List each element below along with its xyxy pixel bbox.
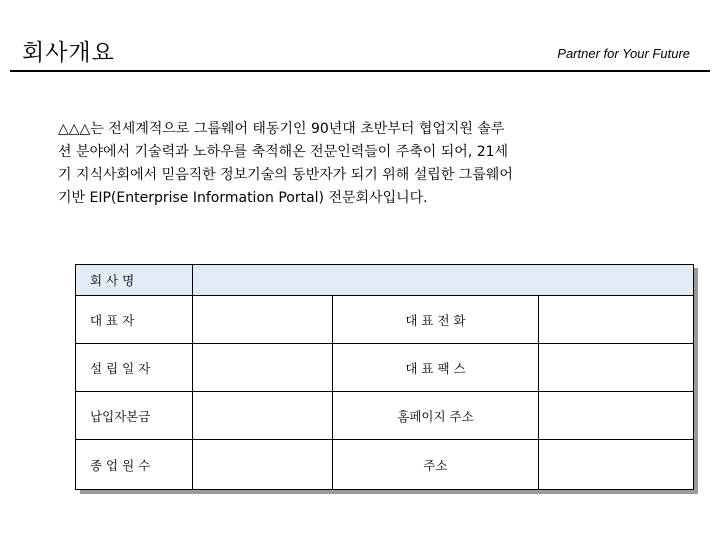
address-value[interactable] (539, 440, 694, 490)
founded-value[interactable] (193, 344, 333, 392)
fax-label: 대 표 팩 스 (333, 344, 539, 392)
table-shadow-right (694, 268, 698, 494)
phone-label: 대 표 전 화 (333, 296, 539, 344)
intro-line: 션 분야에서 기술력과 노하우를 축적해온 전문인력들이 주축이 되어, 21세 (58, 144, 509, 160)
address-label: 주소 (333, 440, 539, 490)
table-row (76, 440, 694, 490)
company-name-label: 회 사 명 (76, 265, 193, 296)
table-shadow-bottom (80, 490, 698, 494)
capital-label: 납입자본금 (76, 392, 193, 440)
table-row (76, 344, 694, 392)
employees-value[interactable] (193, 440, 333, 490)
intro-line: 기 지식사회에서 믿음직한 정보기술의 동반자가 되기 위해 설립한 그룹웨어 (58, 167, 513, 183)
ceo-value[interactable] (193, 296, 333, 344)
company-name-value[interactable] (193, 265, 694, 296)
founded-label: 설 립 일 자 (76, 344, 193, 392)
table-row (76, 296, 694, 344)
tagline: Partner for Your Future (557, 46, 690, 61)
page-title: 회사개요 (22, 40, 115, 66)
intro-line: 기반 EIP(Enterprise Information Portal) 전문회사입니다. (58, 190, 428, 206)
phone-value[interactable] (539, 296, 694, 344)
intro-paragraph (58, 118, 688, 210)
ceo-label: 대 표 자 (76, 296, 193, 344)
fax-value[interactable] (539, 344, 694, 392)
capital-value[interactable] (193, 392, 333, 440)
company-info-table (75, 264, 694, 490)
employees-label: 종 업 원 수 (76, 440, 193, 490)
table-row (76, 392, 694, 440)
homepage-value[interactable] (539, 392, 694, 440)
intro-line: △△△는 전세계적으로 그룹웨어 태동기인 90년대 초반부터 협업지원 솔루 (58, 121, 505, 137)
table-row-company-name (76, 265, 694, 296)
header-divider (10, 70, 710, 72)
homepage-label: 홈페이지 주소 (333, 392, 539, 440)
